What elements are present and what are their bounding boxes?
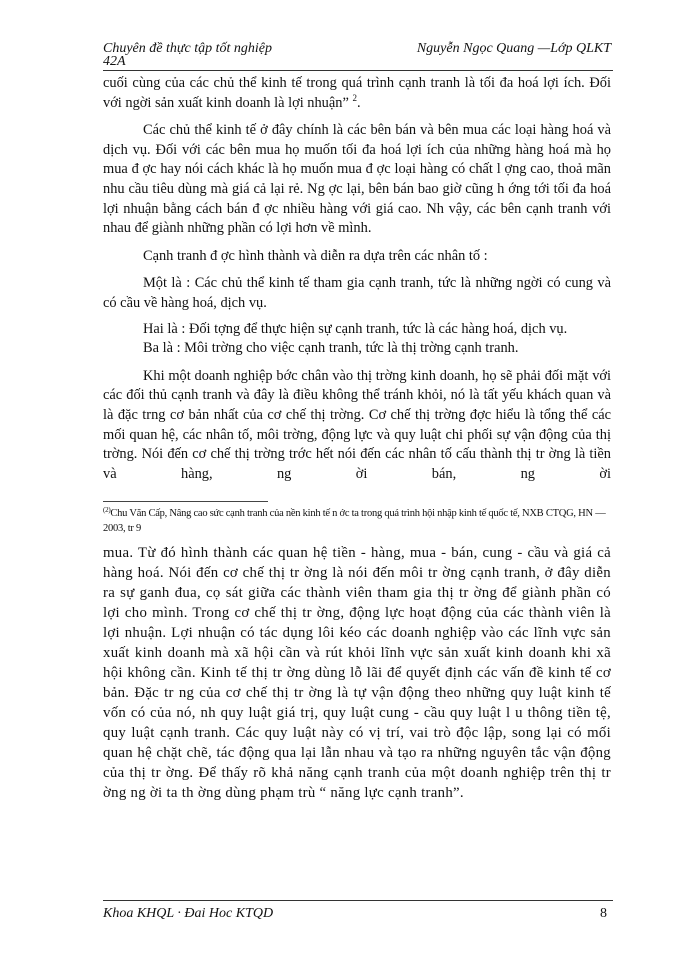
- paragraph: Cạnh tranh đ ợc hình thành và diễn ra dựa trên các nhân tố :: [143, 247, 488, 264]
- paragraph: mua. Từ đó hình thành các quan hệ tiền - hàng, mua - bán, cung - cầu và giá cả hàng hoá. Nói đến cơ chế thị tr ờng là nói đến môi tr ờng cạnh tranh, ở đây diễn ra sự ganh đua, cọ sát giữa các thành viên tham gia thị tr ờng để giành phần có lợi cho mình. Trong cơ chế thị tr ờng, động lực hoạt động của các thành viên là lợi nhuận. Lợi nhuận có tác dụng lôi kéo các doanh nghiệp vào các lĩnh vực sản xuất kinh doanh mà xã hội cần và rút khỏi lĩnh vực sản xuất kinh doanh khi xã hội không cần. Kinh tế thị tr ờng dùng lỗ lãi để quyết định các vấn đề kinh tế cơ bản. Đặc tr ng của cơ chế thị tr ờng là tự vận động theo những quy luật kinh tế vốn có của nó, nh quy luật giá trị, quy luật cung - cầu quy luật l u thông tiền tệ, quy luật cạnh tranh. Các quy luật này có vị trí, vai trò độc lập, song lại có mối quan hệ chặt chẽ, tác động qua lại lẫn nhau và tạo ra những nguyên tắc vận động của thị tr ờng. Để thấy rõ khả năng cạnh tranh của một doanh nghiệp trên thị tr ờng ng ời ta th ờng dùng phạm trù “ năng lực cạnh tranh”.: [103, 545, 611, 801]
- footnote: [103, 506, 611, 536]
- paragraph: Khi một doanh nghiệp bớc chân vào thị trờng kinh doanh, họ sẽ phải đối mặt với các đối thủ cạnh tranh và đây là điều không thể tránh khỏi, nó là tất yếu khách quan và là đặc trng cơ bản nhất của cơ chế thị trờng. Cơ chế thị trờng đợc hiểu là tổng thể các mối quan hệ, các nhân tố, môi trờng, động lực và quy luật chi phối sự vận động của thị trờng. Nói đến cơ chế thị trờng trớc hết nói đến các nhân tố cấu thành thị tr ờng là tiền và hàng, ng ời bán, ng ời: [103, 367, 611, 482]
- footnote-text: Chu Văn Cấp, Nâng cao sức cạnh tranh của nền kinh tế n ớc ta trong quá trình hội nhập kinh tế quốc tế, NXB CTQG, HN — 2003, tr 9: [103, 508, 606, 534]
- paragraph: Hai là : Đối tợng để thực hiện sự cạnh tranh, tức là các hàng hoá, dịch vụ.: [143, 320, 568, 337]
- paragraph: Ba là : Môi trờng cho việc cạnh tranh, tức là thị trờng cạnh tranh.: [143, 340, 519, 357]
- paragraph-text: cuối cùng của các chủ thể kinh tế trong quá trình cạnh tranh là tối đa hoá lợi ích. Đối với ngời sản xuất kinh doanh là lợi nhuận”: [103, 75, 611, 111]
- footer-institution: Khoa KHQL · Đai Hoc KTQD: [103, 906, 274, 921]
- footer-divider: [103, 900, 613, 901]
- header-author: Nguyễn Ngọc Quang —Lớp QLKT: [416, 41, 611, 56]
- main-text-bottom: [103, 543, 611, 803]
- page-header: [103, 40, 611, 70]
- page-number: 8: [600, 906, 607, 921]
- paragraph: Một là : Các chủ thể kinh tế tham gia cạnh tranh, tức là những ngời có cung và có cầu về hàng hoá, dịch vụ.: [103, 275, 611, 311]
- paragraph: cuối cùng của các chủ thể kinh tế trong quá trình cạnh tranh là tối đa hoá lợi ích. Đối với ngời sản xuất kinh doanh là lợi nhuận” $^2$.: [103, 75, 611, 111]
- header-class-code: 42A: [103, 54, 126, 69]
- page-footer: [103, 906, 611, 924]
- header-divider: [103, 70, 613, 71]
- footnote-divider: [103, 501, 268, 502]
- header-title: Chuyên đề thực tập tốt nghiệp: [103, 41, 272, 56]
- main-text-top: [103, 74, 611, 484]
- paragraph: Các chủ thể kinh tế ở đây chính là các bên bán và bên mua các loại hàng hoá và dịch vụ. Đối với các bên mua họ muốn tối đa hoá lợi ích của những hàng hoá mà họ mua đ ợc hay nói cách khác là họ muốn mua đ ợc loại hàng có chất l ợng cao, thoả mãn nhu cầu tiêu dùng mà giá cả lại rẻ. Ng ợc lại, bên bán bao giờ cũng h ớng tới tối đa hoá lợi nhuận bằng cách bán đ ợc nhiều hàng với giá cao. Nh vậy, các bên cạnh tranh với nhau để giành những phần có lợi hơn về mình.: [103, 122, 611, 237]
- footnote-marker: (2): [103, 506, 111, 514]
- footnote-reference: 2: [352, 92, 357, 103]
